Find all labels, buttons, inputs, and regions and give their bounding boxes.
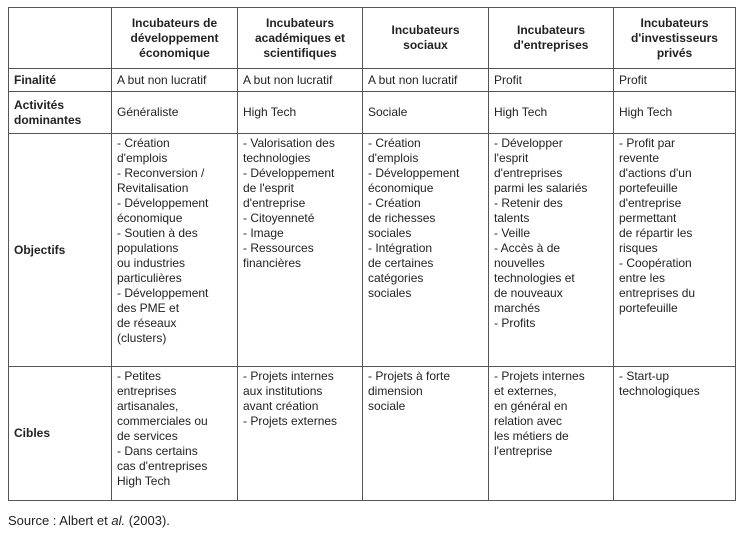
cell-text-line: entreprises (117, 384, 177, 398)
cell-text-line: sociale (368, 399, 406, 413)
table-cell (489, 367, 614, 501)
cell-text-line: A but non lucratif (117, 72, 207, 87)
cell-text-line: de réseaux (117, 316, 177, 330)
header-entreprises (489, 8, 614, 69)
table-cell (614, 69, 736, 92)
cell-text-line: nouvelles (494, 256, 545, 270)
table-cell (238, 69, 363, 92)
cell-text-line: Incubateurs (516, 23, 585, 37)
cell-text-line: particulières (117, 271, 182, 285)
cell-text-line: de nouveaux (494, 286, 563, 300)
cell-text-line: sociales (368, 286, 412, 300)
cell-text-line: catégories (368, 271, 424, 285)
cell-text-line: technologies (243, 151, 311, 165)
table-row-finalite (9, 69, 736, 92)
cell-text-line: d'entreprises (513, 38, 589, 52)
cell-text-line: Incubateurs (391, 23, 460, 37)
cell-text-line: risques (619, 241, 658, 255)
cell-text-line: - Image (243, 226, 284, 240)
cell-text-line: Incubateurs (265, 15, 334, 30)
cell-text-line: Activités (14, 97, 65, 112)
cell-text-line: portefeuille (619, 301, 678, 315)
cell-text-line: populations (117, 241, 179, 255)
cell-text-line: relation avec (494, 414, 563, 428)
cell-text-line: Cibles (14, 426, 51, 440)
header-sociaux (363, 8, 489, 69)
table-row-activites (9, 92, 736, 134)
cell-text-line: économique (368, 181, 434, 195)
cell-text-line: académiques et (254, 30, 346, 45)
cell-text-line: de services (117, 429, 178, 443)
cell-text-line: - Création (368, 136, 421, 150)
source-prefix: Source : Albert et (8, 513, 112, 528)
table-cell (614, 134, 736, 367)
cell-text-line: - Projets internes (243, 369, 334, 383)
cell-text-line: High Tech (243, 105, 297, 119)
cell-text-line: Incubateurs (640, 15, 709, 30)
cell-text-line: l'esprit (494, 151, 529, 165)
cell-text-line: - Projets à forte (368, 369, 451, 383)
cell-text-line: d'investisseurs (631, 30, 718, 45)
row-label (9, 367, 112, 501)
header-academiques (238, 8, 363, 69)
cell-text-line: A but non lucratif (243, 72, 333, 87)
incubator-comparison-table (8, 7, 736, 501)
cell-text-line: en général en (494, 399, 568, 413)
table-cell (363, 69, 489, 92)
cell-text-line: financières (243, 256, 302, 270)
cell-text-line: développement (130, 30, 219, 45)
cell-text-line: portefeuille (619, 181, 678, 195)
cell-text-line: - Développement (368, 166, 460, 180)
cell-text-line: commerciales ou (117, 414, 208, 428)
cell-text-line: Sociale (368, 105, 408, 119)
cell-text-line: High Tech (494, 105, 548, 119)
cell-text-line: - Développer (494, 136, 563, 150)
header-corner (9, 8, 112, 69)
cell-text-line: d'entreprise (243, 196, 306, 210)
table-cell (489, 69, 614, 92)
cell-text-line: sociales (368, 226, 412, 240)
cell-text-line: - Valorisation des (243, 136, 335, 150)
table-cell (112, 367, 238, 501)
row-label (9, 69, 112, 92)
cell-text-line: des PME et (117, 301, 180, 315)
cell-text-line: - Coopération (619, 256, 692, 270)
cell-text-line: parmi les salariés (494, 181, 588, 195)
cell-text-line: revente (619, 151, 660, 165)
cell-text-line: technologies et (494, 271, 575, 285)
table-cell (363, 367, 489, 501)
cell-text-line: - Petites (117, 369, 162, 383)
cell-text-line: d'emplois (368, 151, 419, 165)
cell-text-line: - Ressources (243, 241, 314, 255)
header-investisseurs (614, 8, 736, 69)
row-label (9, 92, 112, 134)
table-row-cibles (9, 367, 736, 501)
cell-text-line: cas d'entreprises (117, 459, 208, 473)
source-note (8, 513, 170, 529)
cell-text-line: Profit (494, 72, 523, 87)
cell-text-line: Incubateurs de (131, 15, 218, 30)
cell-text-line: - Création (117, 136, 170, 150)
cell-text-line: - Intégration (368, 241, 433, 255)
cell-text-line: Finalité (14, 72, 57, 87)
cell-text-line: High Tech (117, 474, 171, 488)
cell-text-line: Généraliste (117, 105, 179, 119)
table-cell (489, 92, 614, 134)
cell-text-line: d'entreprise (619, 196, 682, 210)
cell-text-line: - Dans certains (117, 444, 198, 458)
cell-text-line: de richesses (368, 211, 436, 225)
table-cell (238, 367, 363, 501)
cell-text-line: économique (139, 45, 210, 60)
cell-text-line: entre les (619, 271, 666, 285)
cell-text-line: - Création (368, 196, 421, 210)
cell-text-line: de répartir les (619, 226, 693, 240)
cell-text-line: Revitalisation (117, 181, 189, 195)
cell-text-line: d'actions d'un (619, 166, 692, 180)
table-cell (112, 69, 238, 92)
cell-text-line: - Reconversion / (117, 166, 205, 180)
cell-text-line: - Profits (494, 316, 536, 330)
cell-text-line: Profit (619, 72, 648, 87)
cell-text-line: artisanales, (117, 399, 179, 413)
cell-text-line: - Projets internes (494, 369, 585, 383)
cell-text-line: - Projets externes (243, 414, 338, 428)
table-cell (614, 367, 736, 501)
cell-text-line: et externes, (494, 384, 557, 398)
header-row (9, 8, 736, 69)
cell-text-line: High Tech (619, 105, 673, 119)
cell-text-line: A but non lucratif (368, 72, 458, 87)
cell-text-line: aux institutions (243, 384, 323, 398)
cell-text-line: l'entreprise (494, 444, 553, 458)
source-suffix: (2003). (125, 513, 170, 528)
cell-text-line: ou industries (117, 256, 186, 270)
row-label (9, 134, 112, 367)
cell-text-line: permettant (619, 211, 677, 225)
table-cell (238, 134, 363, 367)
cell-text-line: - Développement (117, 286, 209, 300)
cell-text-line: technologiques (619, 384, 700, 398)
cell-text-line: - Veille (494, 226, 531, 240)
table-cell (363, 92, 489, 134)
cell-text-line: entreprises du (619, 286, 696, 300)
table-cell (489, 134, 614, 367)
cell-text-line: économique (117, 211, 183, 225)
cell-text-line: marchés (494, 301, 541, 315)
table-cell (112, 134, 238, 367)
cell-text-line: avant création (243, 399, 319, 413)
cell-text-line: - Développement (243, 166, 335, 180)
cell-text-line: les métiers de (494, 429, 569, 443)
table-cell (614, 92, 736, 134)
table-cell (363, 134, 489, 367)
cell-text-line: d'emplois (117, 151, 168, 165)
cell-text-line: de l'esprit (243, 181, 294, 195)
cell-text-line: - Retenir des (494, 196, 563, 210)
cell-text-line: Objectifs (14, 242, 66, 257)
header-dev-eco (112, 8, 238, 69)
table-cell (112, 92, 238, 134)
cell-text-line: sociaux (403, 38, 448, 52)
source-italic: al. (111, 513, 126, 528)
cell-text-line: - Start-up (619, 369, 670, 383)
cell-text-line: dominantes (14, 112, 82, 127)
cell-text-line: (clusters) (117, 331, 167, 345)
cell-text-line: talents (494, 211, 530, 225)
cell-text-line: privés (656, 45, 693, 60)
cell-text-line: - Profit par (619, 136, 676, 150)
table-cell (238, 92, 363, 134)
cell-text-line: - Citoyenneté (243, 211, 315, 225)
cell-text-line: - Soutien à des (117, 226, 198, 240)
cell-text-line: - Développement (117, 196, 209, 210)
cell-text-line: scientifiques (263, 45, 337, 60)
table-row-objectifs (9, 134, 736, 367)
cell-text-line: - Accès à de (494, 241, 561, 255)
cell-text-line: dimension (368, 384, 423, 398)
cell-text-line: d'entreprises (494, 166, 563, 180)
cell-text-line: de certaines (368, 256, 434, 270)
